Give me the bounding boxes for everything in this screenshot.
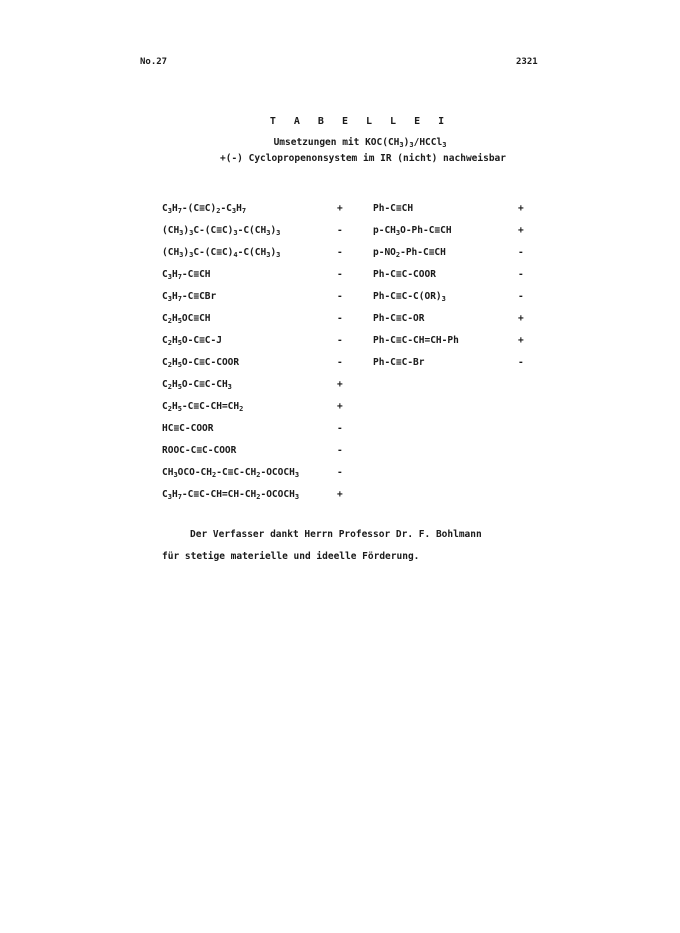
compound-formula: ROOC-C≡C-COOR — [162, 445, 237, 456]
ir-result: - — [518, 357, 524, 368]
ir-result: - — [337, 445, 343, 456]
right-compound-column — [373, 198, 528, 374]
compound-formula: Ph-C≡CH — [373, 203, 414, 214]
compound-formula: $Ph-C\equiv C-C(OR)_3$ — [373, 291, 446, 303]
compound-formula: Ph-C≡C-COOR — [373, 269, 436, 280]
compound-formula: $C_2H_5O-C\equiv C-J$ — [162, 335, 222, 347]
ir-result: - — [518, 291, 524, 302]
compound-formula: $p-NO_2-Ph-C\equiv CH$ — [373, 247, 446, 259]
compound-formula: $C_3H_7-(C\equiv C)_2-C_3H_7$ — [162, 203, 247, 215]
compound-formula: $C_2H_5-C\equiv C-CH=CH_2$ — [162, 401, 244, 413]
page-number: 2321 — [516, 57, 538, 67]
acknowledgement-line-2: für stetige materielle und ideelle Förderung. — [162, 551, 420, 562]
table-row — [162, 242, 347, 264]
table-row — [373, 308, 528, 330]
table-row — [162, 352, 347, 374]
table-heading — [0, 116, 680, 164]
compound-formula: HC≡C-COOR — [162, 423, 214, 434]
table-subtitle: Umsetzungen mit $KOC(CH_3)_3/HCCl_3$ — [273, 137, 447, 149]
ir-result: + — [337, 489, 343, 500]
table-row — [373, 352, 528, 374]
ir-result: - — [337, 269, 343, 280]
ir-result: - — [337, 247, 343, 258]
table-row — [162, 286, 347, 308]
compound-formula: $CH_3OCO-CH_2-C\equiv C-CH_2-OCOCH_3$ — [162, 467, 300, 479]
compound-formula: $C_2H_5O-C\equiv C$-COOR — [162, 357, 240, 369]
table-row — [373, 198, 528, 220]
table-row — [162, 418, 347, 440]
table-row — [373, 330, 528, 352]
compound-formula: Ph-C≡C-CH=CH-Ph — [373, 335, 459, 346]
journal-number: No.27 — [140, 57, 168, 67]
table-row — [373, 242, 528, 264]
ir-result: - — [518, 269, 524, 280]
ir-result: - — [518, 247, 524, 258]
table-row — [162, 440, 347, 462]
compound-formula: $C_3H_7-C\equiv C-CH=CH-CH_2-OCOCH_3$ — [162, 489, 300, 501]
compound-formula: $C_2H_5OC\equiv CH$ — [162, 313, 211, 325]
compound-formula: $C_2H_5O-C\equiv C-CH_3$ — [162, 379, 232, 391]
table-row — [373, 264, 528, 286]
table-row — [162, 462, 347, 484]
ir-result: + — [518, 313, 524, 324]
table-row — [162, 198, 347, 220]
compound-formula: $(CH_3)_3C-(C\equiv C)_3-C(CH_3)_3$ — [162, 225, 281, 237]
compound-formula: $(CH_3)_3C-(C\equiv C)_4-C(CH_3)_3$ — [162, 247, 281, 259]
table-row — [162, 220, 347, 242]
ir-result: - — [337, 335, 343, 346]
compound-formula: $C_3H_7-C\equiv CH$ — [162, 269, 211, 281]
table-row — [162, 374, 347, 396]
compound-formula: Ph-C≡C-OR — [373, 313, 425, 324]
ir-result: + — [337, 379, 343, 390]
acknowledgement-line-1: Der Verfasser dankt Herrn Professor Dr. F. Bohlmann — [190, 529, 482, 540]
table-row — [373, 286, 528, 308]
ir-result: - — [337, 225, 343, 236]
ir-result: - — [337, 291, 343, 302]
ir-result: - — [337, 467, 343, 478]
ir-result: + — [518, 335, 524, 346]
ir-result: - — [337, 423, 343, 434]
table-row — [162, 308, 347, 330]
compound-formula: $C_3H_7-C\equiv CBr$ — [162, 291, 217, 303]
acknowledgement — [162, 524, 482, 568]
table-row — [162, 330, 347, 352]
compound-formula: Ph-C≡C-Br — [373, 357, 425, 368]
ir-result: - — [337, 357, 343, 368]
table-row — [373, 220, 528, 242]
table-row — [162, 264, 347, 286]
ir-result: + — [337, 401, 343, 412]
table-title: T A B E L L E I — [269, 116, 451, 127]
table-row — [162, 484, 347, 506]
ir-result: + — [518, 225, 524, 236]
table-legend: +(-) Cyclopropenonsystem im IR (nicht) nachweisbar — [220, 153, 506, 164]
table-row — [162, 396, 347, 418]
compound-formula: $p-CH_3O-Ph-C\equiv CH$ — [373, 225, 452, 237]
left-compound-column — [162, 198, 347, 506]
ir-result: + — [337, 203, 343, 214]
ir-result: + — [518, 203, 524, 214]
ir-result: - — [337, 313, 343, 324]
